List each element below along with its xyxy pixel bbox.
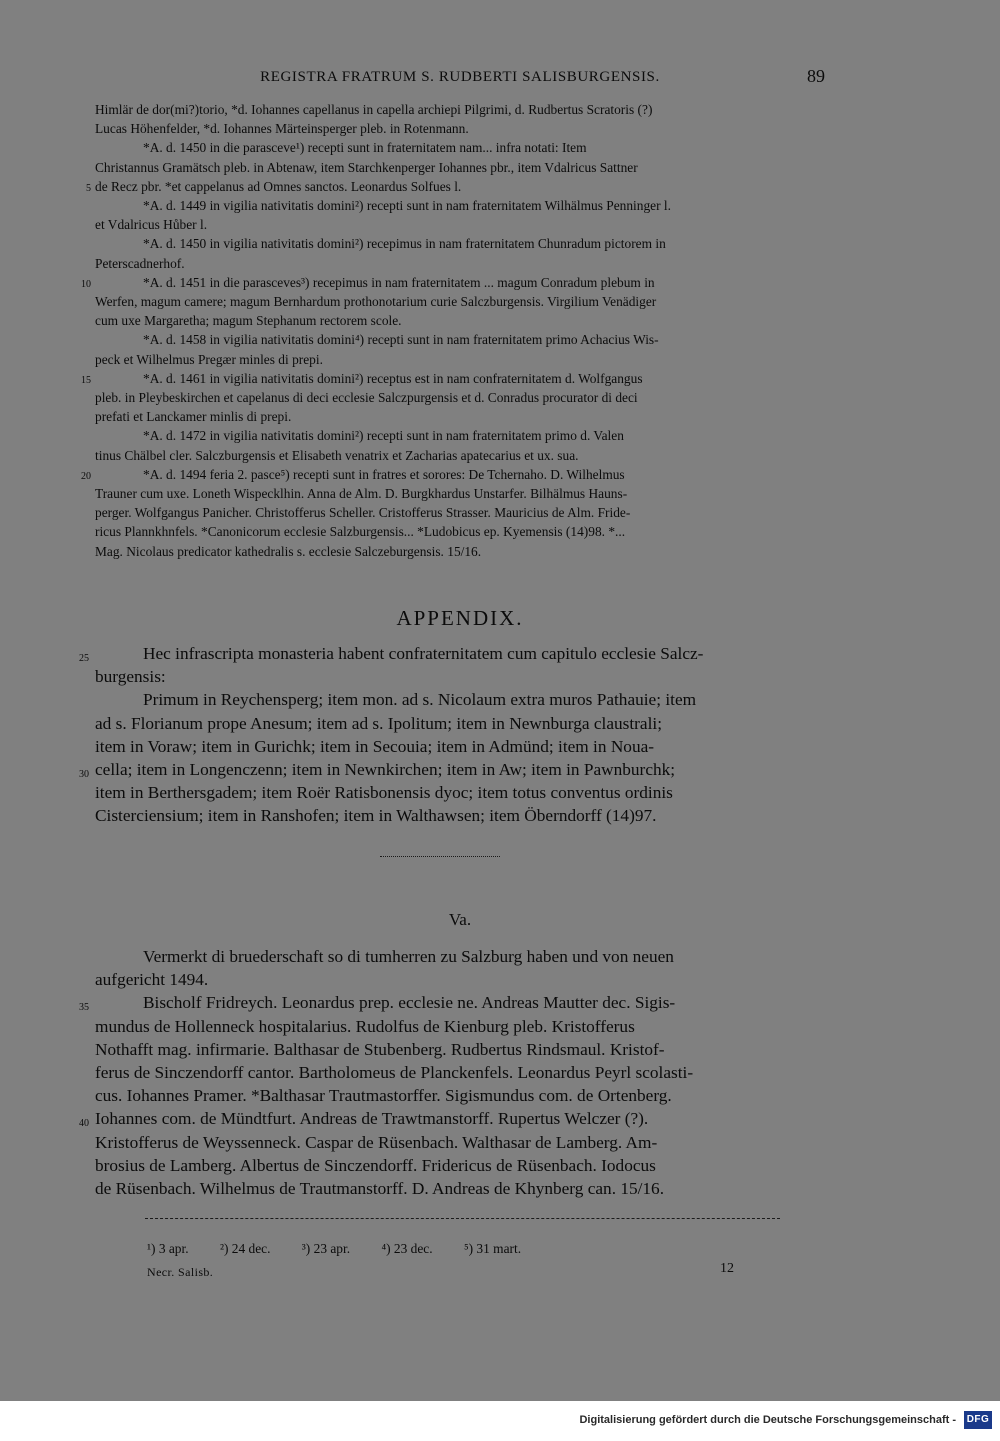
line-text: de Rüsenbach. Wilhelmus de Trautmanstorff. D. Andreas de Khynberg can. 15/16. xyxy=(95,1179,665,1199)
text-line xyxy=(95,158,825,177)
line-text: ad s. Florianum prope Anesum; item ad s. Ipolitum; item in Newnburga claustrali; xyxy=(95,713,662,733)
line-text: Bischolf Fridreych. Leonardus prep. ecclesie ne. Andreas Mautter dec. Sigis- xyxy=(143,993,676,1013)
text-line xyxy=(95,1177,825,1200)
text-line xyxy=(95,503,825,522)
text-line xyxy=(95,407,825,426)
line-text: Christannus Gramätsch pleb. in Abtenaw, item Starchkenperger Iohannes pbr., item Vdalricus Sattner xyxy=(95,159,638,175)
text-line xyxy=(95,542,825,561)
funding-bar xyxy=(0,1401,1000,1441)
line-text: perger. Wolfgangus Panicher. Christofferus Scheller. Cristofferus Strasser. Mauricius de Alm. Fride- xyxy=(95,505,631,521)
line-text: tinus Chälbel cler. Salczburgensis et Elisabeth venatrix et Zacharias apatecarius et ux. sua. xyxy=(95,447,579,463)
page-header xyxy=(95,66,825,92)
text-line xyxy=(95,484,825,503)
text-line xyxy=(95,688,825,711)
line-text: Trauner cum uxe. Loneth Wispecklhin. Anna de Alm. D. Burgkhardus Unstarfer. Bilhälmus Hauns- xyxy=(95,486,628,502)
line-text: *A. d. 1458 in vigilia nativitatis domini⁴) recepti sunt in nam fraternitatem primo Achacius Wis- xyxy=(143,332,659,348)
line-number: 20 xyxy=(81,470,91,482)
text-line xyxy=(95,254,825,273)
line-text: Nothafft mag. infirmarie. Balthasar de Stubenberg. Rudbertus Rindsmaul. Kristof- xyxy=(95,1039,665,1059)
text-line xyxy=(86,177,825,196)
text-line xyxy=(95,138,825,157)
va-text xyxy=(79,945,825,1200)
line-text: burgensis: xyxy=(95,667,166,687)
text-line xyxy=(95,1038,825,1061)
line-text: Hec infrascripta monasteria habent confraternitatem cum capitulo ecclesie Salcz- xyxy=(143,644,704,663)
text-line xyxy=(95,234,825,253)
text-line xyxy=(95,1154,825,1177)
line-text: *A. d. 1450 in die parasceve¹) recepti sunt in fraternitatem nam... infra notati: Item xyxy=(143,140,587,156)
text-line xyxy=(95,100,825,119)
text-line xyxy=(95,350,825,369)
line-number: 40 xyxy=(79,1118,89,1130)
text-line xyxy=(95,311,825,330)
line-text: Werfen, magum camere; magum Bernhardum prothonotarium curie Salczburgensis. Virgilium Venädiger xyxy=(95,294,657,310)
text-line xyxy=(79,642,825,665)
line-text: Himlär de dor(mi?)torio, *d. Iohannes capellanus in capella archiepi Pilgrimi, d. Rudbertus Scratoris (?) xyxy=(95,102,653,117)
text-line xyxy=(95,968,825,991)
text-line xyxy=(95,1061,825,1084)
text-line xyxy=(95,426,825,445)
line-text: *A. d. 1449 in vigilia nativitatis domini²) recepti sunt in nam fraternitatem Wilhälmus Penninger l. xyxy=(143,198,671,214)
text-line xyxy=(95,446,825,465)
text-line xyxy=(95,119,825,138)
text-line xyxy=(95,330,825,349)
line-text: Vermerkt di bruederschaft so di tumherren zu Salzburg haben und von neuen xyxy=(143,947,674,966)
line-text: Primum in Reychensperg; item mon. ad s. Nicolaum extra muros Pathauie; item xyxy=(143,690,697,710)
text-line xyxy=(95,196,825,215)
text-line xyxy=(81,465,825,484)
line-number: 35 xyxy=(79,1002,89,1014)
footnote-divider xyxy=(145,1218,780,1221)
line-text: aufgericht 1494. xyxy=(95,970,209,990)
text-line xyxy=(95,735,825,758)
register-entries xyxy=(81,100,825,561)
va-heading: Va. xyxy=(448,910,472,929)
footnote: ⁴) 23 dec. xyxy=(381,1241,433,1256)
text-line xyxy=(81,369,825,388)
footnote: ²) 24 dec. xyxy=(219,1241,271,1256)
text-line xyxy=(95,781,825,804)
line-text: Peterscadnerhof. xyxy=(95,255,185,271)
sheet-number: 12 xyxy=(720,1261,734,1276)
text-line xyxy=(95,215,825,234)
footnotes xyxy=(147,1241,549,1257)
footnote: ³) 23 apr. xyxy=(301,1241,351,1256)
line-text: et Vdalricus Hůber l. xyxy=(95,217,208,233)
line-text: Cisterciensium; item in Ranshofen; item in Walthawsen; item Öberndorff (14)97. xyxy=(95,806,657,826)
line-number: 5 xyxy=(86,182,91,194)
text-line xyxy=(95,522,825,541)
section-divider xyxy=(380,856,500,861)
line-text: *A. d. 1450 in vigilia nativitatis domini²) recepimus in nam fraternitatem Chunradum pictorem in xyxy=(143,236,666,252)
line-number: 15 xyxy=(81,374,91,386)
line-text: Kristofferus de Weyssenneck. Caspar de Rüsenbach. Walthasar de Lamberg. Am- xyxy=(95,1132,658,1152)
line-text: pleb. in Pleybeskirchen et capelanus di deci ecclesie Salczpurgensis et d. Conradus procurator di deci xyxy=(95,390,638,406)
text-line xyxy=(95,712,825,735)
line-text: *A. d. 1461 in vigilia nativitatis domini²) receptus est in nam confraternitatem d. Wolfgangus xyxy=(143,370,643,386)
funding-note: Digitalisierung gefördert durch die Deutsche Forschungsgemeinschaft - xyxy=(579,1414,956,1426)
line-text: de Recz pbr. *et cappelanus ad Omnes sanctos. Leonardus Solfues l. xyxy=(95,178,462,194)
running-title: REGISTRA FRATRUM S. RUDBERTI SALISBURGENSIS. xyxy=(260,69,660,85)
text-line xyxy=(95,804,825,827)
line-text: *A. d. 1451 in die parasceves³) recepimus in nam fraternitatem ... magum Conradum plebum in xyxy=(143,274,655,290)
appendix-text xyxy=(79,642,825,828)
text-line xyxy=(95,388,825,407)
line-text: *A. d. 1472 in vigilia nativitatis domini²) recepti sunt in nam fraternitatem primo d. Valen xyxy=(143,428,624,444)
signature-mark: Necr. Salisb. xyxy=(147,1265,214,1279)
line-text: Mag. Nicolaus predicator kathedralis s. ecclesie Salczeburgensis. 15/16. xyxy=(95,543,482,559)
dfg-logo: DFG xyxy=(964,1411,992,1429)
footnote: ⁵) 31 mart. xyxy=(463,1241,522,1256)
line-text: cum uxe Margaretha; magum Stephanum rectorem scole. xyxy=(95,313,402,329)
text-line xyxy=(95,292,825,311)
line-text: item in Berthersgadem; item Roër Ratisbonensis dyoc; item totus conventus ordinis xyxy=(95,783,673,803)
text-line xyxy=(79,1107,825,1130)
line-text: cella; item in Longenczenn; item in Newnkirchen; item in Aw; item in Pawnburchk; xyxy=(95,760,676,780)
line-text: Iohannes com. de Mündtfurt. Andreas de Trawtmanstorff. Rupertus Welczer (?). xyxy=(95,1109,649,1129)
text-line xyxy=(95,1015,825,1038)
line-number: 30 xyxy=(79,769,89,781)
text-line xyxy=(81,273,825,292)
line-text: peck et Wilhelmus Pregær minles di prepi. xyxy=(95,351,323,367)
line-number: 10 xyxy=(81,278,91,290)
line-text: brosius de Lamberg. Albertus de Sinczendorff. Fridericus de Rüsenbach. Iodocus xyxy=(95,1155,656,1175)
appendix-heading: APPENDIX. xyxy=(396,606,524,630)
footnote: ¹) 3 apr. xyxy=(147,1241,189,1256)
line-text: ferus de Sinczendorff cantor. Bartholomeus de Planckenfels. Leonardus Peyrl scolasti- xyxy=(95,1063,694,1083)
text-line xyxy=(79,758,825,781)
page-number: 89 xyxy=(807,66,825,86)
line-number: 25 xyxy=(79,653,89,664)
line-text: prefati et Lanckamer minlis di prepi. xyxy=(95,409,292,425)
text-line xyxy=(95,945,825,968)
line-text: Lucas Höhenfelder, *d. Iohannes Märteinsperger pleb. in Rotenmann. xyxy=(95,121,469,137)
line-text: ricus Plannkhnfels. *Canonicorum ecclesie Salzburgensis... *Ludobicus ep. Kyemensis (14)98. *... xyxy=(95,524,626,540)
line-text: mundus de Hollenneck hospitalarius. Rudolfus de Kienburg pleb. Kristofferus xyxy=(95,1016,635,1036)
line-text: item in Voraw; item in Gurichk; item in Secouia; item in Admünd; item in Noua- xyxy=(95,736,655,756)
line-text: *A. d. 1494 feria 2. pasce⁵) recepti sunt in fratres et sorores: De Tchernaho. D. Wilhelmus xyxy=(143,466,625,482)
text-line xyxy=(79,991,825,1014)
text-line xyxy=(95,1131,825,1154)
text-line xyxy=(95,665,825,688)
line-text: cus. Iohannes Pramer. *Balthasar Trautmastorffer. Sigismundus com. de Ortenberg. xyxy=(95,1086,672,1106)
text-line xyxy=(95,1084,825,1107)
